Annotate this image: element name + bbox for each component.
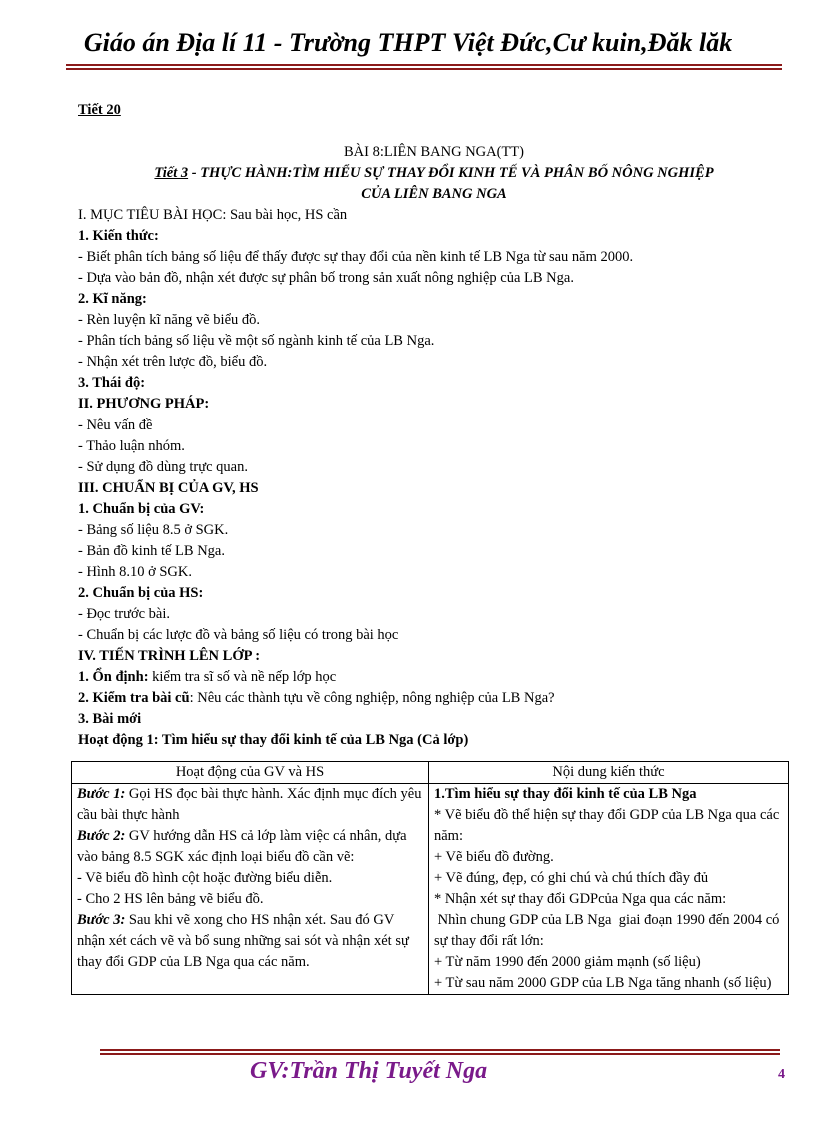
objectives-intro: Sau bài học, HS cần — [226, 207, 348, 223]
content-item: + Vẽ đúng, đẹp, có ghi chú và chú thích đầy đủ — [434, 870, 709, 886]
skills-item: - Phân tích bảng số liệu về một số ngành kinh tế của LB Nga. — [78, 333, 435, 349]
header-rule — [66, 68, 782, 70]
footer-rule — [100, 1053, 780, 1055]
teacher-activity-cell — [72, 784, 429, 995]
step2-label: 2. Kiểm tra bài cũ — [78, 690, 190, 706]
methods-heading: II. PHƯƠNG PHÁP: — [78, 396, 210, 412]
step-text: Gọi HS đọc bài thực hành. Xác định mục đích yêu cầu bài thực hành — [77, 786, 422, 823]
knowledge-item: - Biết phân tích bảng số liệu để thấy được sự thay đổi của nền kinh tế LB Nga từ sau năm 2000. — [78, 249, 634, 265]
step-text: GV hướng dẫn HS cả lớp làm việc cá nhân, dựa vào bảng 8.5 SGK xác định loại biểu đồ cần vẽ: — [77, 828, 407, 865]
skills-item: - Rèn luyện kĩ năng vẽ biểu đồ. — [78, 312, 261, 328]
step-label: Bước 2: — [77, 828, 126, 844]
process-step-3: 3. Bài mới — [78, 711, 142, 727]
activity-title: Hoạt động 1: Tìm hiểu sự thay đổi kinh tế của LB Nga (Cả lớp) — [78, 732, 469, 748]
teacher-prep-heading: 1. Chuẩn bị của GV: — [78, 501, 205, 517]
period-label: Tiết 20 — [78, 102, 121, 118]
table-header-col1: Hoạt động của GV và HS — [72, 762, 429, 784]
content-item: + Vẽ biểu đồ đường. — [434, 849, 554, 865]
objectives-heading-text: I. MỤC TIÊU BÀI HỌC: — [78, 207, 227, 223]
student-prep-heading: 2. Chuẩn bị của HS: — [78, 585, 204, 601]
content-title: 1.Tìm hiểu sự thay đổi kinh tế của LB Nga — [434, 786, 697, 802]
lesson-content — [78, 100, 790, 751]
step-paragraph — [77, 826, 423, 868]
step-paragraph: - Vẽ biểu đồ hình cột hoặc đường biểu diễn. — [77, 870, 333, 886]
subtitle-line1: - THỰC HÀNH:TÌM HIỂU SỰ THAY ĐỔI KINH TẾ VÀ PHÂN BỐ NÔNG NGHIỆP — [188, 165, 714, 181]
process-step-2 — [78, 688, 790, 709]
skills-heading: 2. Kĩ năng: — [78, 291, 147, 307]
step-paragraph — [77, 910, 423, 973]
content-item: Nhìn chung GDP của LB Nga giai đoạn 1990 đến 2004 có sự thay đổi rất lớn: — [434, 912, 784, 949]
step-label: Bước 1: — [77, 786, 126, 802]
student-prep-item: - Đọc trước bài. — [78, 606, 171, 622]
content-item: * Nhận xét sự thay đổi GDPcủa Nga qua các năm: — [434, 891, 727, 907]
lesson-subtitle — [78, 163, 790, 205]
footer-rule — [100, 1049, 780, 1051]
step1-label: 1. Ổn định: — [78, 669, 149, 685]
table-row — [72, 784, 789, 995]
table-header-col2: Nội dung kiến thức — [429, 762, 789, 784]
lesson-title: BÀI 8:LIÊN BANG NGA(TT) — [343, 144, 524, 160]
step2-text: : Nêu các thành tựu về công nghiệp, nông nghiệp của LB Nga? — [189, 690, 555, 706]
objectives-heading — [78, 205, 790, 226]
header-title: Giáo án Địa lí 11 - Trường THPT Việt Đức,Cư kuin,Đăk lăk — [83, 28, 733, 57]
methods-item: - Thảo luận nhóm. — [78, 438, 185, 454]
step-label: Bước 3: — [77, 912, 126, 928]
teacher-prep-item: - Bản đồ kinh tế LB Nga. — [78, 543, 225, 559]
subtitle-prefix: Tiết 3 — [154, 165, 189, 181]
knowledge-item: - Dựa vào bản đồ, nhận xét được sự phân bố trong sản xuất nông nghiệp của LB Nga. — [78, 270, 574, 286]
methods-item: - Nêu vấn đề — [78, 417, 153, 433]
methods-item: - Sử dụng đồ dùng trực quan. — [78, 459, 248, 475]
teacher-prep-item: - Bảng số liệu 8.5 ở SGK. — [78, 522, 229, 538]
footer-teacher-name: GV:Trần Thị Tuyết Nga — [250, 1058, 488, 1084]
skills-item: - Nhận xét trên lược đồ, biểu đồ. — [78, 354, 268, 370]
content-item: + Từ năm 1990 đến 2000 giảm mạnh (số liệu) — [434, 954, 701, 970]
activity-table — [71, 761, 789, 995]
content-item: * Vẽ biểu đồ thể hiện sự thay đổi GDP của LB Nga qua các năm: — [434, 807, 780, 844]
subtitle-line2: CỦA LIÊN BANG NGA — [361, 186, 507, 202]
process-heading: IV. TIẾN TRÌNH LÊN LỚP : — [78, 648, 261, 664]
knowledge-heading: 1. Kiến thức: — [78, 228, 159, 244]
step-paragraph — [77, 784, 423, 826]
content-item: + Từ sau năm 2000 GDP của LB Nga tăng nhanh (số liệu) — [434, 975, 772, 991]
preparation-heading: III. CHUẨN BỊ CỦA GV, HS — [78, 480, 259, 496]
step-text: Sau khi vẽ xong cho HS nhận xét. Sau đó GV nhận xét cách vẽ và bổ sung những sai sót và nhận xét sự thay đổi GDP của LB Nga qua các năm. — [77, 912, 409, 970]
teacher-prep-item: - Hình 8.10 ở SGK. — [78, 564, 193, 580]
page-number: 4 — [778, 1067, 785, 1082]
knowledge-content-cell — [429, 784, 789, 995]
table-header-row — [72, 762, 789, 784]
process-step-1 — [78, 667, 790, 688]
header-rule — [66, 64, 782, 66]
step-paragraph: - Cho 2 HS lên bảng vẽ biểu đồ. — [77, 891, 264, 907]
attitude-heading: 3. Thái độ: — [78, 375, 146, 391]
student-prep-item: - Chuẩn bị các lược đồ và bảng số liệu có trong bài học — [78, 627, 399, 643]
step1-text: kiểm tra sĩ số và nề nếp lớp học — [148, 669, 337, 685]
